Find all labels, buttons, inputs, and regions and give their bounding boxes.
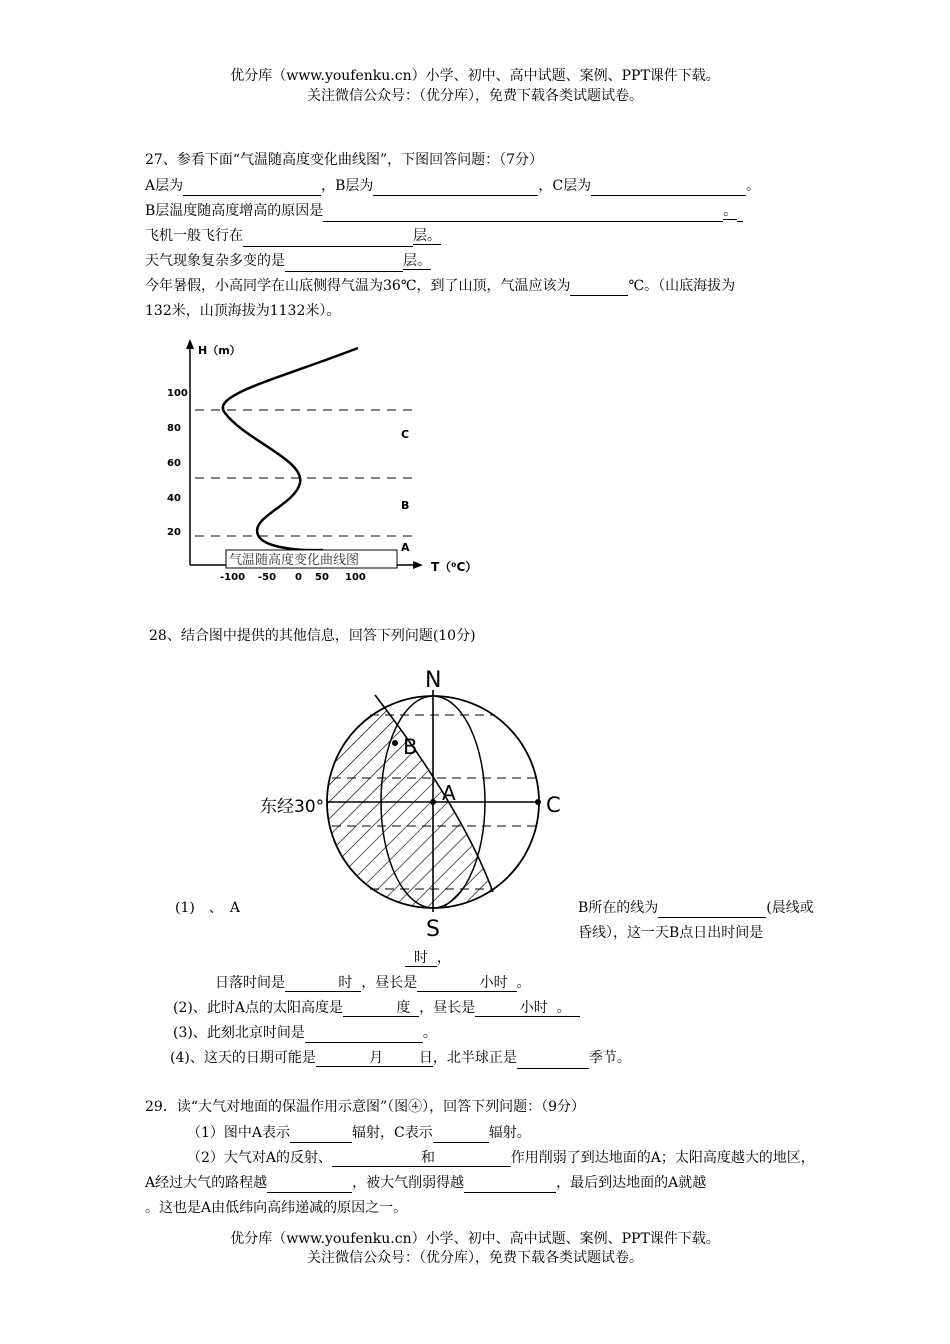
q27-b-blank — [373, 179, 538, 196]
q27-a-blank — [183, 179, 321, 196]
footer-line-2: 关注微信公众号：（优分库），免费下载各类试题试卷。 — [307, 1250, 643, 1266]
label-n: N — [425, 668, 442, 693]
q27-summer-label: 今年暑假，小高同学在山底侧得气温为36℃，到了山顶，气温应该为 — [145, 278, 571, 294]
temperature-height-chart — [155, 335, 495, 585]
chart-title: 气温随高度变化曲线图 — [229, 553, 360, 568]
q29-p2-weaken-blank — [464, 1176, 556, 1193]
footer-line-1: 优分库（www.youfenku.cn）小学、初中、高中试题、案例、PPT课件下载。 — [230, 1231, 720, 1247]
temperature-curve — [223, 348, 358, 550]
q28-p4-label: (4)、这天的日期可能是 — [170, 1050, 316, 1066]
q27-plane-blank — [243, 230, 413, 247]
q29-p2-and-blank: 和 — [332, 1150, 511, 1167]
q29-p2-line3: 。这也是A由低纬向高纬递减的原因之一。 — [145, 1200, 408, 1216]
q29-p2-line: （2）大气对A的反射、 和 作用削弱了到达地面的A；太阳高度越大的地区， — [187, 1150, 815, 1166]
y-tick-20: 20 — [167, 527, 181, 538]
y-axis-label: H（m） — [198, 344, 241, 357]
q28-p1-sunrise-hour: 时 — [405, 950, 437, 967]
q28-p2-line: (2)、此时A点的太阳高度是 度 ，昼长是 小时 。 — [173, 998, 580, 1018]
q27-summer-unit: ℃。（山底海拔为 — [628, 278, 736, 294]
q28-p1-line2: 昏线），这一天B点日出时间是 — [578, 925, 764, 941]
label-a: A — [442, 781, 456, 805]
q27-plane-label: 飞机一般飞行在 — [145, 228, 243, 244]
x-axis-label: T（⁰C） — [431, 560, 478, 574]
q27-summer-blank — [570, 279, 628, 296]
sunlight-globe-diagram — [250, 660, 580, 945]
q27-weather-blank — [285, 255, 403, 272]
q29-p1-line: （1）图中A表示 辐射，C表示 辐射。 — [187, 1125, 531, 1141]
y-tick-100: 100 — [167, 388, 188, 399]
x-tick-50: 50 — [315, 572, 329, 583]
q27-title: 27、参看下面“气温随高度变化曲线图”，下图回答问题：（7分） — [145, 152, 544, 168]
q27-summer-line-2: 132米，山顶海拔为1132米）。 — [145, 303, 341, 319]
q27-b-label: ，B层为 — [321, 178, 374, 194]
q28-p1-sunset-blank: 时 — [285, 975, 361, 992]
q27-plane-end: 层。 — [413, 228, 441, 244]
q29-p1-label: （1）图中A表示 — [187, 1125, 291, 1141]
q28-p1-right-end: (晨线或 — [766, 900, 814, 916]
y-axis-arrow — [186, 339, 194, 349]
point-b — [392, 740, 398, 746]
q29-title: 29．读“大气对地面的保温作用示意图”（图④），回答下列问题：（9分） — [145, 1099, 586, 1115]
x-axis-arrow — [413, 561, 423, 569]
y-tick-80: 80 — [167, 423, 181, 434]
q29-p1-c-blank — [433, 1126, 489, 1143]
y-tick-60: 60 — [167, 458, 181, 469]
q28-p4-month-blank: 月 日 — [316, 1050, 433, 1067]
q27-weather-label: 天气现象复杂多变的是 — [145, 253, 285, 269]
q27-b-reason-label: B层温度随高度增高的原因是 — [145, 203, 324, 219]
q27-weather-line — [145, 251, 431, 272]
q29-p2-label: （2）大气对A的反射、 — [187, 1150, 333, 1166]
q28-p4-season-blank — [517, 1052, 589, 1069]
q28-p2-deg-blank: 度 — [343, 1000, 419, 1017]
q27-summer-line — [145, 276, 735, 296]
point-a — [430, 799, 436, 805]
q28-title: 28、结合图中提供的其他信息，回答下列问题(10分) — [149, 628, 476, 644]
q27-layers-end: 。 — [746, 178, 761, 194]
q28-p1-sunset-label: 日落时间是 — [215, 975, 285, 991]
q28-p1-right-label: B所在的线为 — [578, 900, 659, 916]
label-s: S — [426, 917, 440, 942]
q28-p1-line-blank — [658, 901, 766, 918]
q27-b-reason-blank — [323, 205, 723, 222]
q28-p1-left: (1) 、 A — [175, 900, 240, 916]
q28-p2-daylen-blank: 小时 。 — [475, 1000, 579, 1017]
q28-p4-line: (4)、这天的日期可能是 月 日，北半球正是 季节。 — [170, 1048, 631, 1069]
q27-b-reason-line — [145, 201, 743, 222]
layer-label-b: B — [401, 499, 410, 512]
q27-plane-line — [145, 226, 441, 247]
q28-p3-label: (3)、此刻北京时间是 — [173, 1025, 305, 1041]
point-c — [535, 799, 541, 805]
x-tick-0: 0 — [295, 572, 302, 583]
layer-label-c: C — [401, 428, 410, 441]
label-meridian: 东经30° — [260, 797, 325, 817]
q27-c-label: ，C层为 — [538, 178, 592, 194]
label-c: C — [546, 793, 561, 817]
label-b: B — [403, 735, 418, 759]
q28-p3-line: (3)、此刻北京时间是 。 — [173, 1025, 437, 1041]
q28-p3-blank — [305, 1026, 423, 1043]
q28-p1-right — [578, 898, 814, 918]
q28-p1-sunset-line: 日落时间是 时 ，昼长是 小时 。 — [215, 975, 531, 991]
header-line-2: 关注微信公众号：（优分库），免费下载各类试题试卷。 — [307, 88, 643, 104]
q27-layers-line — [145, 176, 760, 196]
x-tick-100: 100 — [345, 572, 366, 583]
y-tick-40: 40 — [167, 493, 181, 504]
q29-p2-path-blank — [267, 1176, 352, 1193]
q27-weather-end: 层。 — [403, 253, 431, 269]
x-tick-minus-100: -100 — [220, 572, 246, 583]
q28-p1-daylen-blank: 小时 — [417, 975, 516, 992]
header-line-1: 优分库（www.youfenku.cn）小学、初中、高中试题、案例、PPT课件下载。 — [230, 68, 720, 84]
layer-label-a: A — [401, 541, 410, 554]
q29-p1-a-blank — [290, 1126, 352, 1143]
q29-p2-line2: A经过大气的路程越 ，被大气削弱得越 ，最后到达地面的A就越 — [145, 1175, 707, 1191]
q28-p2-label: (2)、此时A点的太阳高度是 — [173, 1000, 343, 1016]
x-tick-minus-50: -50 — [258, 572, 277, 583]
q28-p1-hour-line: 时 ， — [405, 948, 451, 968]
q27-b-reason-end: 。 — [723, 203, 738, 219]
q27-c-blank — [591, 179, 746, 196]
q27-a-label: A层为 — [145, 178, 184, 194]
